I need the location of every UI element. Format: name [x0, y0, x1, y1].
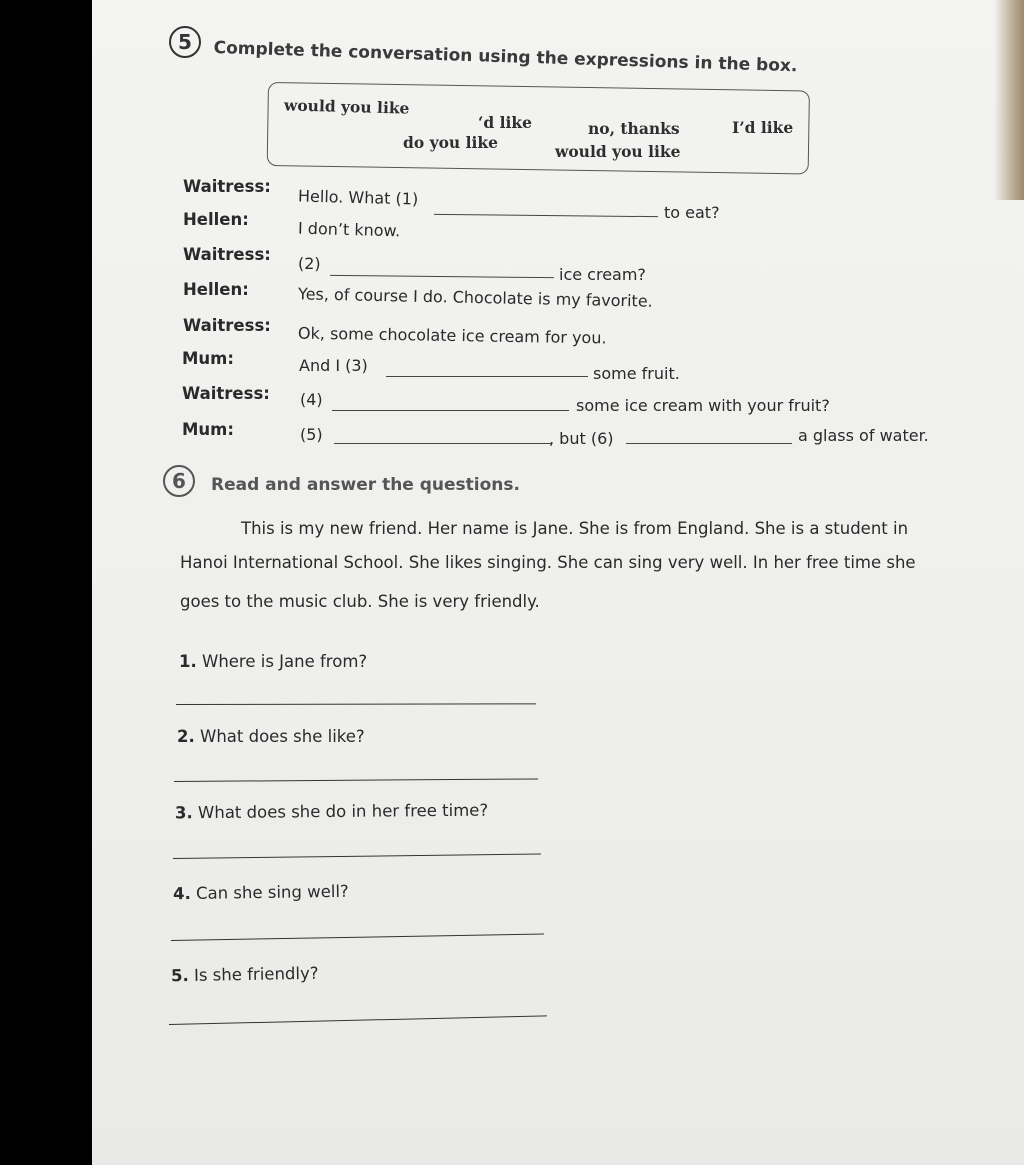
- question-text: What does she like?: [200, 727, 365, 746]
- blank-4: [332, 410, 569, 411]
- question-text: Can she sing well?: [195, 881, 349, 903]
- speaker-waitress: Waitress:: [183, 316, 271, 335]
- dialogue-line-3-end: ice cream?: [559, 265, 646, 284]
- dialogue-line-4: Yes, of course I do. Chocolate is my favorite.: [297, 284, 653, 311]
- expression-5: do you like: [403, 133, 498, 152]
- reading-line-1: This is my new friend. Her name is Jane. She is from England. She is a student in: [241, 519, 909, 538]
- blank-6: [626, 443, 792, 444]
- expression-1: would you like: [283, 95, 410, 118]
- expression-box: [267, 82, 810, 175]
- speaker-hellen: Hellen:: [183, 280, 249, 299]
- reading-line-3: goes to the music club. She is very friendly.: [180, 592, 540, 611]
- dialogue-line-6-end: some fruit.: [593, 364, 680, 383]
- question-number: 2.: [177, 727, 195, 746]
- exercise-6-number: 6: [163, 465, 195, 497]
- dialogue-line-6: And I (3): [299, 356, 368, 375]
- dialogue-line-2: I don’t know.: [297, 218, 401, 241]
- question-3: [175, 801, 488, 823]
- question-text: What does she do in her free time?: [197, 800, 489, 823]
- expression-3: no, thanks: [588, 119, 680, 138]
- reading-line-2: Hanoi International School. She likes singing. She can sing very well. In her free time she: [180, 553, 916, 572]
- speaker-hellen: Hellen:: [183, 210, 249, 229]
- blank-3: [386, 376, 588, 377]
- expression-4: I’d like: [732, 118, 794, 137]
- question-4: [173, 882, 349, 903]
- question-2: [177, 727, 365, 746]
- speaker-mum: Mum:: [182, 349, 234, 368]
- exercise-5-number: 5: [169, 26, 201, 58]
- expression-2: ‘d like: [478, 113, 533, 132]
- exercise-6-title: Read and answer the questions.: [211, 475, 520, 495]
- question-text: Where is Jane from?: [202, 652, 368, 671]
- speaker-waitress: Waitress:: [183, 177, 271, 196]
- desk-edge: [994, 0, 1024, 200]
- worksheet-page: [92, 0, 1024, 1165]
- question-text: Is she friendly?: [193, 963, 319, 985]
- dialogue-line-7-end: some ice cream with your fruit?: [576, 396, 830, 415]
- question-number: 3.: [174, 803, 193, 823]
- speaker-waitress: Waitress:: [183, 245, 271, 264]
- dialogue-line-8-middle: , but (6): [549, 429, 614, 448]
- speaker-mum: Mum:: [182, 420, 234, 439]
- question-number: 4.: [172, 883, 191, 904]
- question-5: [171, 964, 319, 986]
- question-number: 5.: [170, 965, 189, 986]
- exercise-5-title: Complete the conversation using the expressions in the box.: [213, 38, 798, 77]
- dialogue-line-8-end: a glass of water.: [798, 426, 929, 445]
- dialogue-line-5: Ok, some chocolate ice cream for you.: [297, 323, 607, 348]
- blank-5: [334, 443, 551, 444]
- dialogue-line-1-end: to eat?: [664, 203, 720, 222]
- question-number: 1.: [179, 652, 197, 671]
- dialogue-line-3: (2): [298, 254, 321, 273]
- question-1: [179, 652, 367, 671]
- dialogue-line-8: (5): [300, 425, 323, 444]
- dialogue-line-1: Hello. What (1): [297, 186, 419, 209]
- speaker-waitress: Waitress:: [182, 384, 270, 403]
- expression-6: would you like: [555, 142, 681, 161]
- dialogue-line-7: (4): [300, 390, 323, 409]
